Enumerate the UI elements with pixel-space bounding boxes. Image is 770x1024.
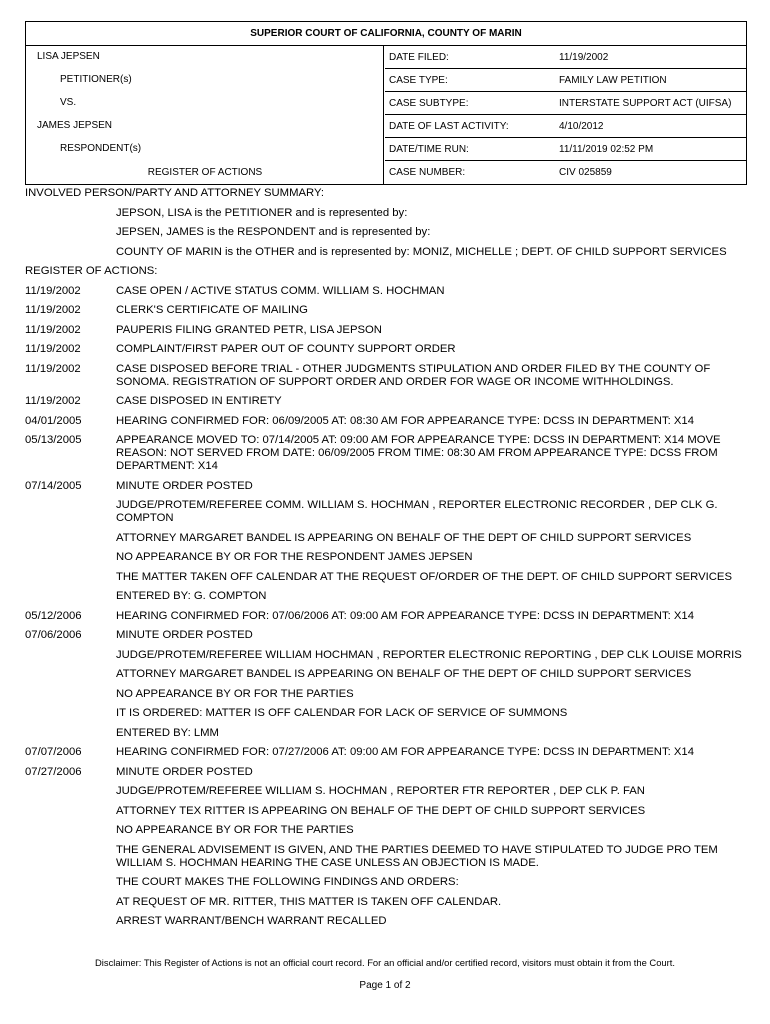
register-entry: [25, 746, 747, 759]
register-entry: [25, 629, 747, 642]
entry-text: THE COURT MAKES THE FOLLOWING FINDINGS AND ORDERS:: [116, 876, 459, 888]
entry-date: 07/14/2005: [25, 479, 82, 492]
entry-text: HEARING CONFIRMED FOR: 06/09/2005 AT: 08:30 AM FOR APPEARANCE TYPE: DCSS IN DEPARTMENT: X14: [116, 414, 694, 427]
entry-date: 07/27/2006: [25, 765, 82, 778]
entry-text: JUDGE/PROTEM/REFEREE WILLIAM S. HOCHMAN , REPORTER FTR REPORTER , DEP CLK P. FAN: [116, 785, 645, 797]
register-entry: [25, 324, 747, 337]
petitioner-name: LISA JEPSEN: [37, 51, 100, 62]
versus-label: VS.: [60, 97, 77, 108]
entry-text: CASE DISPOSED IN ENTIRETY: [116, 395, 282, 407]
field-case-subtype: [385, 92, 746, 115]
party-line: JEPSON, LISA is the PETITIONER and is represented by:: [116, 206, 408, 219]
entry-text: ATTORNEY MARGARET BANDEL IS APPEARING ON BEHALF OF THE DEPT OF CHILD SUPPORT SERVICES: [116, 668, 692, 680]
register-entry: [25, 727, 747, 740]
register-label: REGISTER OF ACTIONS: [147, 167, 263, 178]
entry-date: 05/12/2006: [25, 609, 82, 622]
entry-text: ENTERED BY: G. COMPTON: [116, 590, 267, 602]
register-entry: [25, 285, 747, 298]
entry-text: THE GENERAL ADVISEMENT IS GIVEN, AND THE PARTIES DEEMED TO HAVE STIPULATED TO JUDGE PRO TEM WILLIAM S. HOCHMAN HEARING THE CASE UNLESS AN OBJECTION IS MADE.: [116, 843, 718, 869]
register-heading: REGISTER OF ACTIONS:: [25, 265, 158, 277]
entry-text: MINUTE ORDER POSTED: [116, 629, 253, 641]
entry-text: PAUPERIS FILING GRANTED PETR, LISA JEPSON: [116, 323, 382, 336]
respondent-label: RESPONDENT(s): [60, 143, 142, 154]
party-summary-heading: INVOLVED PERSON/PARTY AND ATTORNEY SUMMARY:: [25, 187, 325, 199]
court-title: SUPERIOR COURT OF CALIFORNIA, COUNTY OF MARIN: [26, 22, 746, 46]
register-entry: [25, 649, 747, 662]
field-label: DATE FILED:: [389, 52, 449, 63]
entry-date: 11/19/2002: [25, 343, 81, 355]
entry-date: 11/19/2002: [25, 395, 81, 407]
register-entry: [25, 766, 747, 779]
party-line: JEPSEN, JAMES is the RESPONDENT and is represented by:: [116, 226, 431, 238]
page-number: Page 1 of 2: [359, 980, 411, 991]
entry-date: 11/19/2002: [25, 304, 81, 316]
entry-text: JUDGE/PROTEM/REFEREE WILLIAM HOCHMAN , REPORTER ELECTRONIC REPORTING , DEP CLK LOUISE MORRIS: [116, 648, 742, 661]
entry-date: 07/06/2006: [25, 629, 82, 641]
entry-date: 11/19/2002: [25, 362, 81, 375]
entry-text: THE MATTER TAKEN OFF CALENDAR AT THE REQUEST OF/ORDER OF THE DEPT. OF CHILD SUPPORT SERVICES: [116, 570, 732, 583]
register-entry: [25, 363, 747, 389]
entry-text: NO APPEARANCE BY OR FOR THE PARTIES: [116, 687, 354, 700]
register-entry: [25, 805, 747, 818]
field-case-number: [385, 161, 746, 184]
entry-text: CASE DISPOSED BEFORE TRIAL - OTHER JUDGMENTS STIPULATION AND ORDER FILED BY THE COUNTY OF SONOMA. REGISTRATION OF SUPPORT ORDER AND ORDER FOR WAGE OR INCOME WITHHOLDINGS.: [116, 362, 711, 388]
register-entry: [25, 415, 747, 428]
entry-text: HEARING CONFIRMED FOR: 07/06/2006 AT: 09:00 AM FOR APPEARANCE TYPE: DCSS IN DEPARTMENT: X14: [116, 609, 694, 622]
register-entries: [25, 285, 747, 929]
register-entry: [25, 590, 747, 603]
party-line: COUNTY OF MARIN is the OTHER and is represented by: MONIZ, MICHELLE ; DEPT. OF CHILD SUPPORT SERVICES: [116, 245, 727, 258]
entry-text: CLERK'S CERTIFICATE OF MAILING: [116, 304, 308, 316]
register-entry: [25, 915, 747, 928]
register-entry: [25, 896, 747, 909]
field-case-type: [385, 69, 746, 92]
entry-text: MINUTE ORDER POSTED: [116, 479, 253, 492]
field-label: CASE NUMBER:: [389, 167, 466, 178]
entry-text: CASE OPEN / ACTIVE STATUS COMM. WILLIAM S. HOCHMAN: [116, 284, 445, 297]
register-entry: [25, 480, 747, 493]
entry-text: JUDGE/PROTEM/REFEREE COMM. WILLIAM S. HOCHMAN , REPORTER ELECTRONIC RECORDER , DEP CLK G. COMPTON: [116, 499, 718, 524]
entry-text: ATTORNEY MARGARET BANDEL IS APPEARING ON BEHALF OF THE DEPT OF CHILD SUPPORT SERVICES: [116, 531, 692, 544]
entry-text: COMPLAINT/FIRST PAPER OUT OF COUNTY SUPPORT ORDER: [116, 343, 456, 355]
case-caption: [26, 46, 384, 185]
register-entry: [25, 304, 747, 317]
entry-date: 07/07/2006: [25, 746, 82, 758]
register-entry: [25, 434, 747, 473]
entry-text: AT REQUEST OF MR. RITTER, THIS MATTER IS TAKEN OFF CALENDAR.: [116, 895, 502, 908]
entry-text: ATTORNEY TEX RITTER IS APPEARING ON BEHALF OF THE DEPT OF CHILD SUPPORT SERVICES: [116, 804, 646, 817]
field-value: INTERSTATE SUPPORT ACT (UIFSA): [559, 98, 732, 109]
entry-text: HEARING CONFIRMED FOR: 07/27/2006 AT: 09:00 AM FOR APPEARANCE TYPE: DCSS IN DEPARTMENT: X14: [116, 746, 694, 758]
register-entry: [25, 551, 747, 564]
entry-text: MINUTE ORDER POSTED: [116, 765, 253, 778]
document-body: [25, 187, 747, 935]
register-entry: [25, 824, 747, 837]
disclaimer: Disclaimer: This Register of Actions is not an official court record. For an official and/or certified record, visitors must obtain it from the Court.: [95, 957, 675, 968]
field-label: CASE TYPE:: [389, 75, 448, 86]
register-entry: [25, 844, 747, 870]
register-entry: [25, 688, 747, 701]
register-entry: [25, 785, 747, 798]
register-entry: [25, 571, 747, 584]
entry-text: ENTERED BY: LMM: [116, 726, 219, 739]
field-value: 11/19/2002: [559, 52, 609, 63]
register-entry: [25, 668, 747, 681]
entry-text: NO APPEARANCE BY OR FOR THE PARTIES: [116, 824, 354, 836]
entry-text: NO APPEARANCE BY OR FOR THE RESPONDENT JAMES JEPSEN: [116, 551, 473, 563]
field-value: FAMILY LAW PETITION: [559, 75, 667, 86]
entry-date: 05/13/2005: [25, 434, 82, 446]
field-label: DATE/TIME RUN:: [389, 144, 469, 155]
field-date-filed: [385, 46, 746, 69]
case-header: [25, 21, 747, 185]
entry-text: ARREST WARRANT/BENCH WARRANT RECALLED: [116, 915, 387, 927]
field-last-activity: [385, 115, 746, 138]
register-entry: [25, 707, 747, 720]
entry-date: 04/01/2005: [25, 414, 82, 427]
register-entry: [25, 532, 747, 545]
field-value: CIV 025859: [559, 167, 612, 178]
register-entry: [25, 395, 747, 408]
entry-text: APPEARANCE MOVED TO: 07/14/2005 AT: 09:00 AM FOR APPEARANCE TYPE: DCSS IN DEPARTMENT: X14 MOVE REASON: NOT SERVED FROM DATE: 06/09/2005 FROM TIME: 08:30 AM FROM APPEARANCE TYPE: DCSS FROM DEPARTMENT: X14: [116, 434, 721, 472]
field-label: CASE SUBTYPE:: [389, 98, 469, 109]
respondent-name: JAMES JEPSEN: [37, 120, 113, 131]
entry-date: 11/19/2002: [25, 323, 81, 336]
register-entry: [25, 343, 747, 356]
field-value: 11/11/2019 02:52 PM: [559, 144, 654, 155]
petitioner-label: PETITIONER(s): [60, 74, 132, 85]
register-entry: [25, 610, 747, 623]
field-value: 4/10/2012: [559, 121, 604, 132]
register-entry: [25, 876, 747, 889]
field-date-time-run: [385, 138, 746, 161]
entry-text: IT IS ORDERED: MATTER IS OFF CALENDAR FOR LACK OF SERVICE OF SUMMONS: [116, 707, 568, 719]
register-entry: [25, 499, 747, 525]
entry-date: 11/19/2002: [25, 284, 81, 297]
field-label: DATE OF LAST ACTIVITY:: [389, 121, 509, 132]
